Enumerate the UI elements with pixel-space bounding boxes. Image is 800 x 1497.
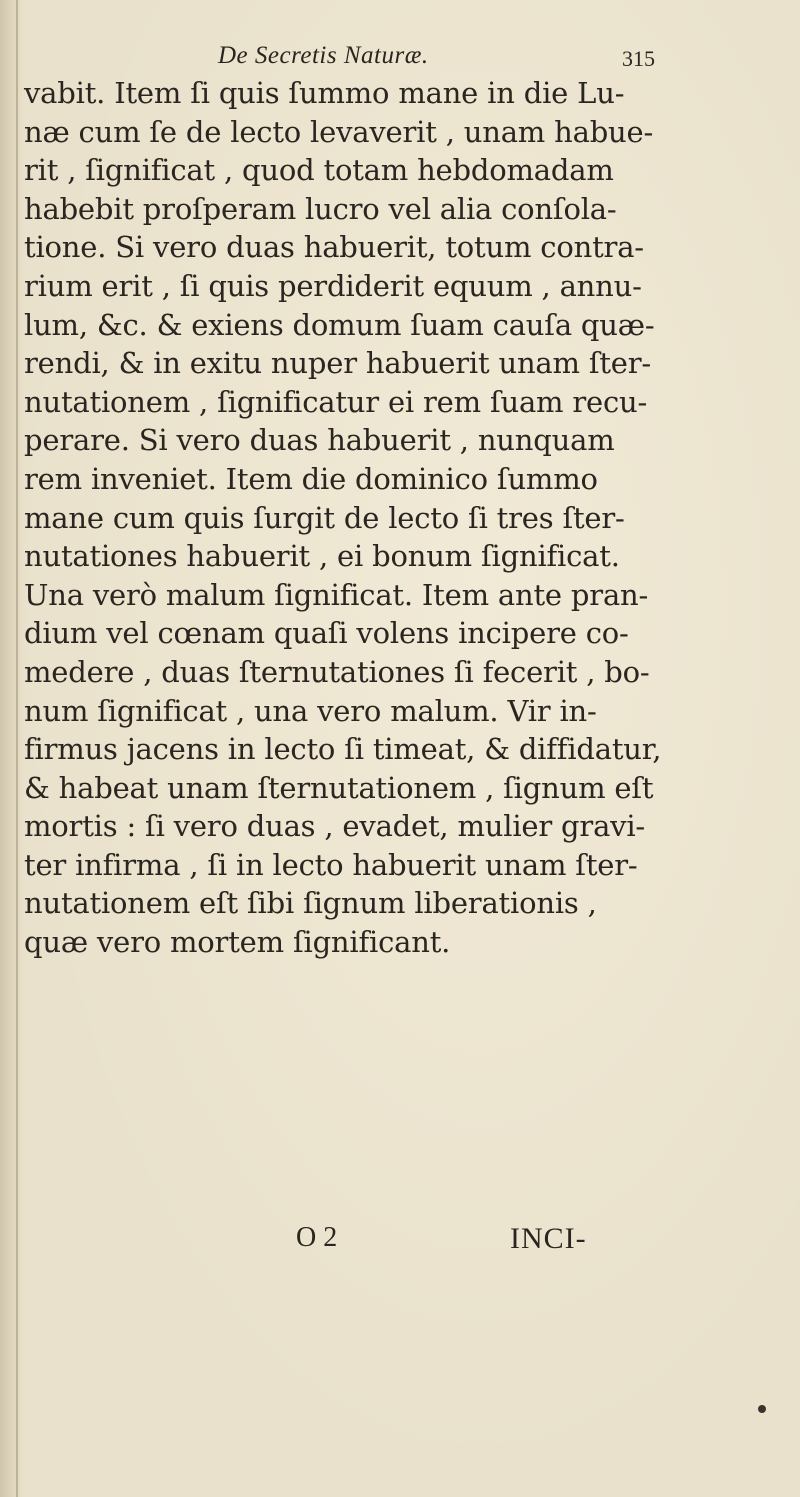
text-line: firmus jacens in lecto ſi timeat, & diffidatur, (24, 732, 662, 767)
text-line: & habeat unam ſternutationem , ſignum eſt (24, 770, 654, 805)
text-line: lum, &c. & exiens domum ſuam cauſa quæ- (24, 307, 655, 342)
text-line: quæ vero mortem ſignificant. (24, 925, 451, 960)
text-line: tione. Si vero duas habuerit, totum contra- (24, 230, 644, 265)
text-line: vabit. Item ſi quis ſummo mane in die Lu- (24, 76, 625, 110)
text-line: rit , ſignificat , quod totam hebdomadam (24, 153, 614, 188)
text-line: rendi, & in exitu nuper habuerit unam ſter- (24, 346, 652, 381)
page-footer (0, 1222, 800, 1262)
text-line: rem inveniet. Item die dominico ſummo (24, 461, 598, 496)
text-line: nutationem , ſignificatur ei rem ſuam recu- (24, 384, 648, 419)
text-line: Una verò malum ſignificat. Item ante pran- (24, 577, 649, 612)
text-line: num ſignificat , una vero malum. Vir in- (24, 693, 597, 728)
text-line: medere , duas ſternutationes ſi fecerit , bo- (24, 654, 650, 689)
text-line: mane cum quis ſurgit de lecto ſi tres ſter- (24, 500, 625, 535)
text-line: perare. Si vero duas habuerit , nunquam (24, 423, 615, 458)
text-line: rium erit , ſi quis perdiderit equum , annu- (24, 268, 642, 303)
page-number: 315 (622, 46, 655, 71)
ink-speck (758, 1405, 766, 1413)
page-gutter (0, 0, 22, 1497)
text-line: nutationes habuerit , ei bonum ſignificat. (24, 539, 620, 574)
running-head: De Secretis Naturæ. (218, 42, 429, 69)
text-line: mortis : ſi vero duas , evadet, mulier gravi- (24, 809, 646, 844)
signature-mark: O 2 (296, 1222, 338, 1253)
text-line: dium vel cœnam quaſi volens incipere co- (24, 616, 629, 651)
gutter-fold-line (16, 0, 18, 1497)
body-text (24, 74, 664, 962)
text-line: habebit proſperam lucro vel alia conſola- (24, 191, 617, 226)
catchword: INCI- (510, 1222, 587, 1255)
text-line: nutationem eſt ſibi ſignum liberationis , (24, 886, 597, 921)
text-line: ter infirma , ſi in lecto habuerit unam ſter- (24, 847, 638, 882)
text-line: næ cum ſe de lecto levaverit , unam habue- (24, 114, 654, 149)
